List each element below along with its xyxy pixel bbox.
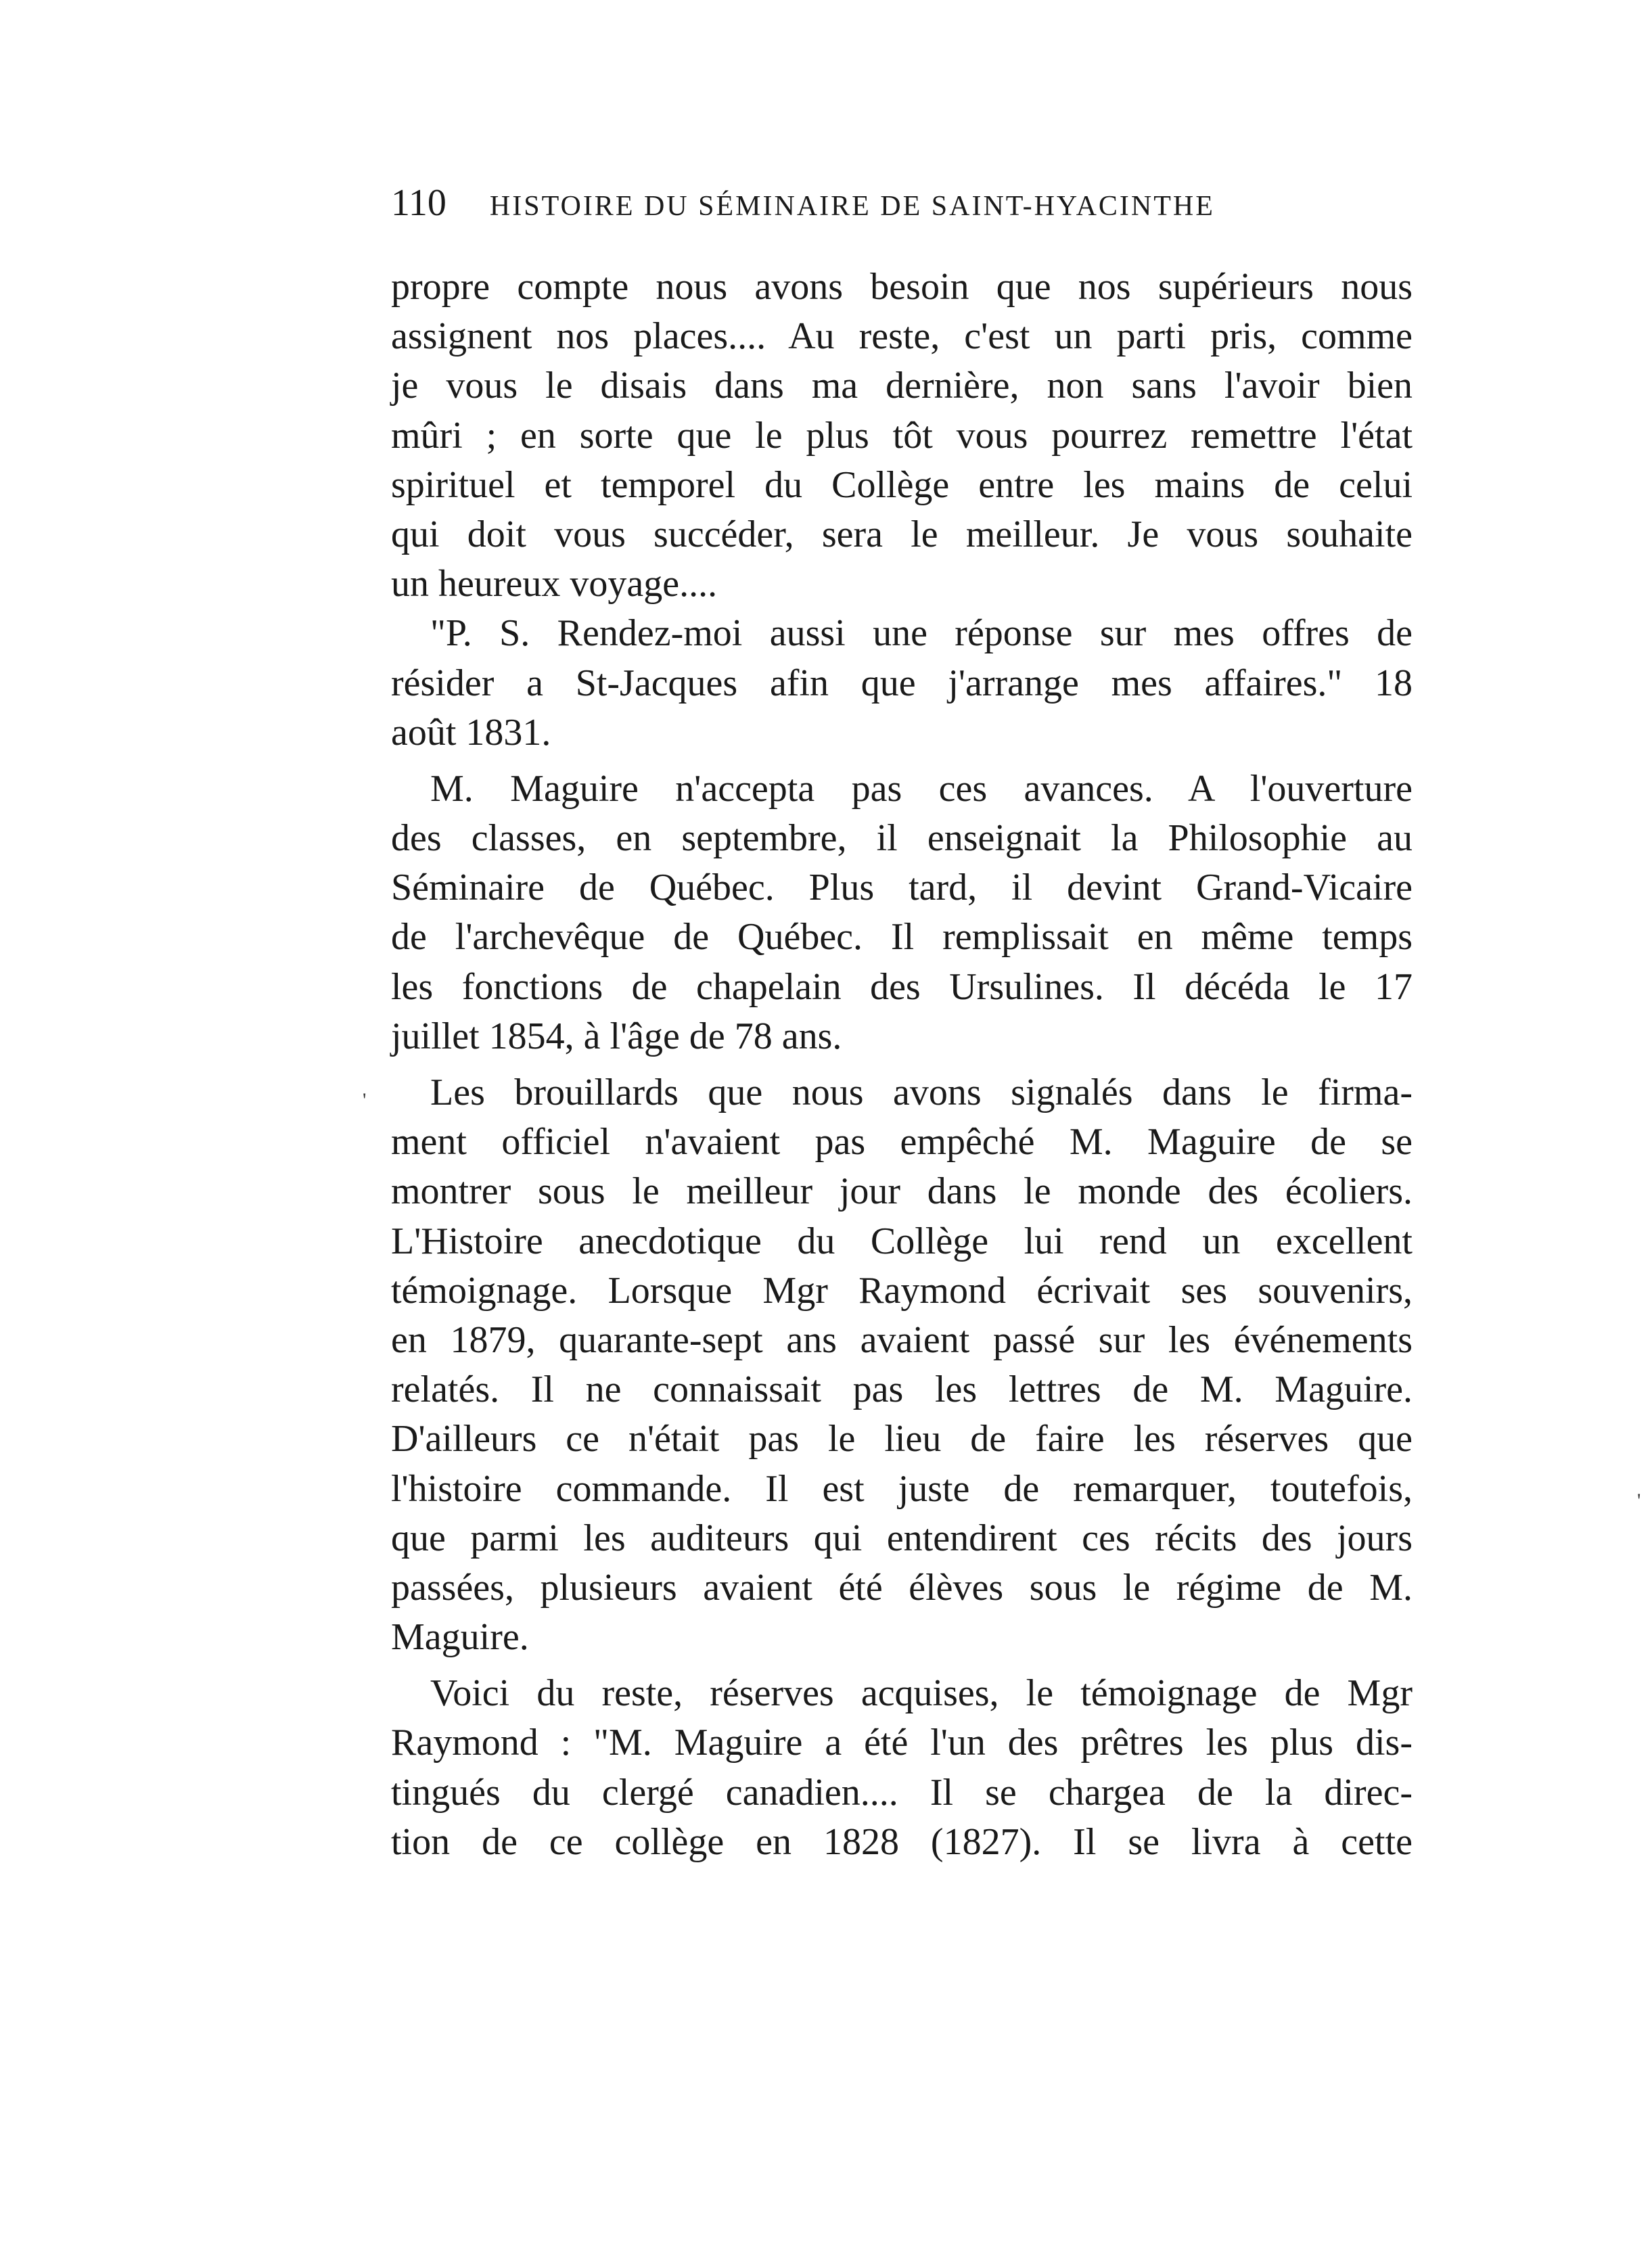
text-line: D'ailleurs ce n'était pas le lieu de faire les réserves que — [391, 1418, 1413, 1460]
text-line: "P. S. Rendez-moi aussi une réponse sur mes offres de — [430, 612, 1413, 655]
text-line: un heureux voyage.... — [391, 563, 718, 605]
paragraph-4 — [391, 1068, 1413, 1662]
text-line: montrer sous le meilleur jour dans le monde des écoliers. — [391, 1170, 1413, 1213]
paragraph-3 — [391, 764, 1413, 1061]
text-line: spirituel et temporel du Collège entre les mains de celui — [391, 463, 1413, 506]
text-line: l'histoire commande. Il est juste de remarquer, toutefois, — [391, 1467, 1413, 1510]
running-head — [391, 181, 1413, 225]
text-line: en 1879, quarante-sept ans avaient passé sur les événements — [391, 1318, 1413, 1361]
paragraph-1 — [391, 262, 1413, 609]
running-title: HISTOIRE DU SÉMINAIRE DE SAINT-HYACINTHE — [489, 191, 1215, 222]
text-line: qui doit vous succéder, sera le meilleur. Je vous souhaite — [391, 513, 1413, 555]
text-line: Raymond : "M. Maguire a été l'un des prêtres les plus dis- — [391, 1722, 1413, 1764]
text-line: ment officiel n'avaient pas empêché M. Maguire de se — [391, 1121, 1413, 1164]
text-line: propre compte nous avons besoin que nos supérieurs nous — [391, 266, 1413, 308]
text-line: Voici du reste, réserves acquises, le témoignage de Mgr — [430, 1672, 1413, 1715]
text-line: Maguire. — [391, 1616, 529, 1659]
text-line: Séminaire de Québec. Plus tard, il devint Grand-Vicaire — [391, 867, 1413, 909]
text-line: je vous le disais dans ma dernière, non sans l'avoir bien — [391, 365, 1413, 407]
text-line: L'Histoire anecdotique du Collège lui rend un excellent — [391, 1220, 1413, 1262]
page-number: 110 — [391, 182, 446, 224]
paragraph-5 — [391, 1669, 1413, 1867]
paragraph-2 — [391, 609, 1413, 758]
text-line: juillet 1854, à l'âge de 78 ans. — [391, 1015, 842, 1057]
text-line: résider a St-Jacques afin que j'arrange mes affaires." 18 — [391, 662, 1413, 704]
text-line: de l'archevêque de Québec. Il remplissait en même temps — [391, 916, 1413, 959]
text-line: tion de ce collège en 1828 (1827). Il se livra à cette — [391, 1820, 1413, 1863]
text-line: tingués du clergé canadien.... Il se chargea de la direc- — [391, 1771, 1413, 1814]
text-line: les fonctions de chapelain des Ursulines. Il décéda le 17 — [391, 965, 1413, 1008]
margin-speck-left: ' — [363, 1089, 367, 1111]
text-line: Les brouillards que nous avons signalés dans le firma- — [430, 1072, 1413, 1113]
text-line: M. Maguire n'accepta pas ces avances. A l'ouverture — [430, 767, 1413, 810]
text-line: assignent nos places.... Au reste, c'est un parti pris, comme — [391, 315, 1413, 358]
body-text — [391, 262, 1413, 1867]
text-line: des classes, en septembre, il enseignait la Philosophie au — [391, 817, 1413, 860]
text-line: témoignage. Lorsque Mgr Raymond écrivait ses souvenirs, — [391, 1269, 1413, 1312]
text-line: que parmi les auditeurs qui entendirent ces récits des jours — [391, 1517, 1413, 1559]
margin-speck-right: ' — [1637, 1490, 1641, 1512]
text-line: passées, plusieurs avaient été élèves sous le régime de M. — [391, 1566, 1413, 1609]
text-line: relatés. Il ne connaissait pas les lettres de M. Maguire. — [391, 1368, 1413, 1411]
text-line: août 1831. — [391, 711, 551, 754]
text-line: mûri ; en sorte que le plus tôt vous pourrez remettre l'état — [391, 414, 1413, 457]
